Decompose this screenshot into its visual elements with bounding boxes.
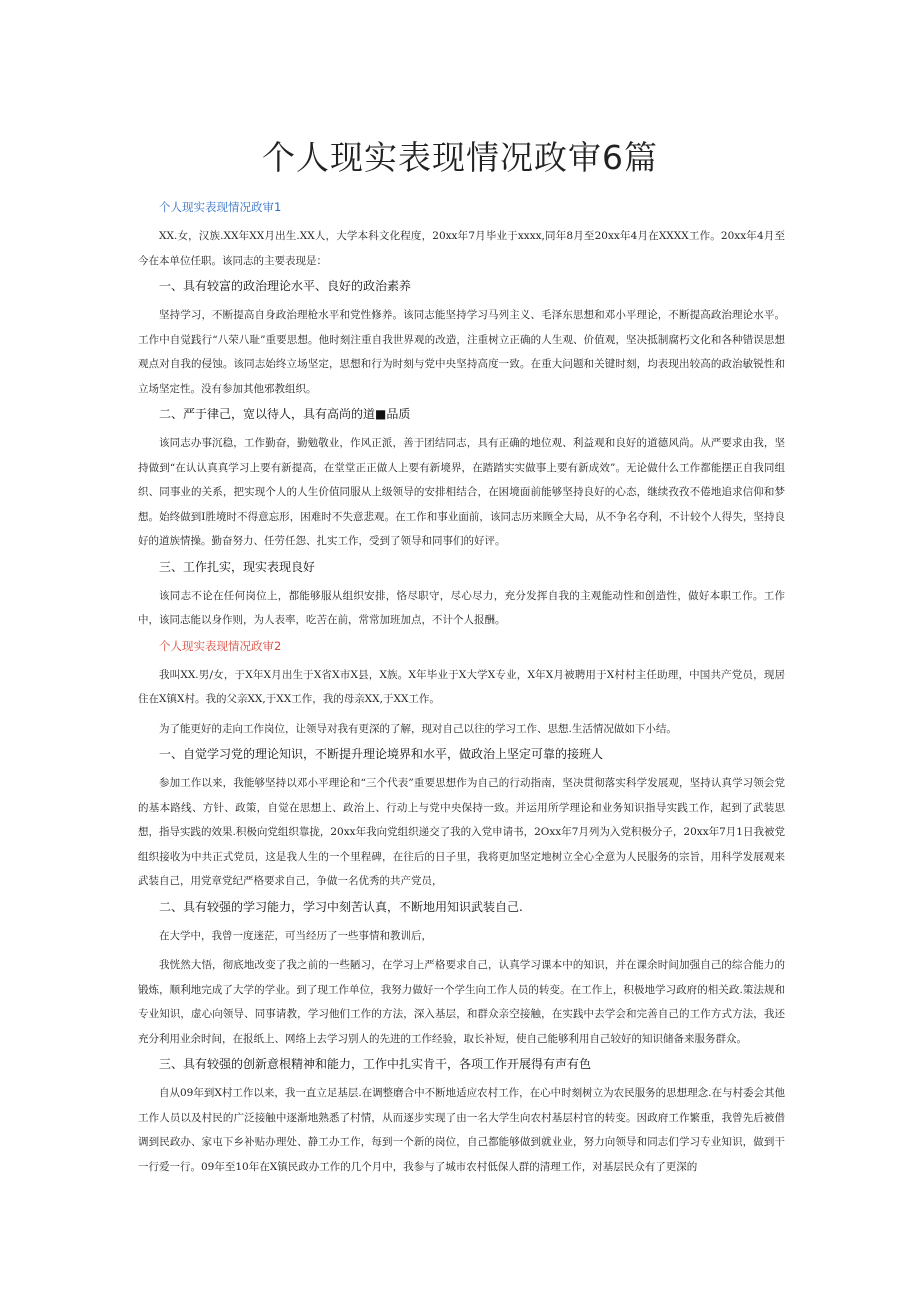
subheading: 二、具有较强的学习能力，学习中刻苦认真，不断地用知识武装自己.	[159, 899, 523, 914]
subheading: 一、具有较富的政治理论水平、良好的政治素养	[159, 279, 412, 293]
paragraph: 自从09年到X村工作以来，我一直立足基层.在调整磨合中不断地适应农村工作，在心中时刻树立为农民服务的思想理念.在与村委会其他工作人员以及村民的广泛接触中逐渐地熟悉了村情，从而逐步实现了由一名大学生向农村基层村官的转变。因政府工作繁重，我曾先后被借调到民政办、家屯下乡补贴办理处、静工办工作，每到一个新的岗位，自己都能够做到就业业，努力向领导和同志们学习专业知识，做到干一行爱一行。09年至10年在X镇民政办工作的几个月中，我参与了城市农村低保人群的清理工作，对基层民众有了更深的	[138, 1087, 786, 1173]
section-heading-1: 个人现实表现情况政审1	[159, 200, 282, 214]
document-body	[138, 194, 785, 1184]
paragraph: 坚持学习，不断提高自身政治理枪水平和党性修养。该同志能坚持学习马列主义、毛泽东思想和邓小平理论，不断提高政治理论水平。工作中自觉践行“八荣八耻”重要思想。他时刻注重自我世界观的改造，注重树立正确的人生观、价值观，坚决抵制腐朽文化和各种错误思想观点对自我的侵蚀。该同志始终立场坚定，思想和行为时刻与党中央坚持高度一致。在重大问题和关键时刻，均表现出较高的政治敏锐性和立场坚定性。没有参加其他邪教组织。	[138, 309, 785, 395]
paragraph: 在大学中，我曾一度迷茫，可当经历了一些事情和教训后，	[159, 929, 432, 942]
subheading: 二、严于律己，宽以待人，具有高尚的道■品质	[159, 407, 411, 421]
subheading: 一、自觉学习党的理论知识，不断提升理论境界和水平，做政治上坚定可靠的接班人	[159, 747, 604, 761]
paragraph: 该同志办事沉稳，工作勤奋，勤勉敬业，作风正派，善于团结同志，具有正确的地位观、利益观和良好的道德风尚。从严要求由我，坚持做到“在认认真真学习上要有新提高，在堂堂正正做人上要有新境界，在踏踏实实做事上要有新成效”。无论做什么工作都能摆正自我同组织、同事业的关系，把实现个人的人生价值同服从上级领导的安排相结合，在困境面前能够坚持良好的心态，继续孜孜不倦地追求信仰和梦想。始终做到Ⅰ胜境时不得意忘形，困难时不失意悲观。在工作和事业面前，该同志历来顾全大局，从不争名夺利，不计较个人得失，坚持良好的道族情操。勤奋努力、任劳任怨、扎实工作，受到了领导和同事们的好评。	[138, 437, 785, 547]
paragraph: 该同志不论在任何岗位上，都能够服从组织安排，恪尽职守，尽心尽力，充分发挥自我的主观能动性和创造性，做好本职工作。工作中，该同志能以身作则，为人表率，吃苦在前，常常加班加点，不计个人报酬。	[138, 589, 785, 626]
paragraph: 我恍然大悟，彻底地改变了我之前的一些陋习，在学习上严格要求自己，认真学习课本中的知识，并在课余时间加强自己的综合能力的锻炼，顺利地完成了大学的学业。到了现工作单位，我努力做好一个学生向工作人员的转变。在工作上，积极地学习政府的相关政.策法规和专业知识，虚心向领导、同事请教，学习他们工作的方法，深入基层，和群众亲空接触，在实践中去学会和完善自己的工作方式方法，我还充分利用业余时间，在报纸上、网络上去学习别人的先进的工作经验，取长补短，使自己能够利用自己较好的知识储备来服务群众。	[138, 959, 785, 1045]
paragraph: 参加工作以来，我能够坚持以邓小平理论和“三个代表”重要思想作为自己的行动指南，坚决贯彻落实科学发展观，坚持认真学习领会党的基本路线、方针、政策，自觉在思想上、政治上、行动上与党中央保持一致。并运用所学理论和业务知识指导实践工作，起到了武装思想，指导实践的效果.积极向党组织靠拢，20xx年我向党组织递交了我的入党申请书，2Oxx年7月列为入党积极分子，20xx年7月1日我被党组织接收为中共正式党员，这是我人生的一个里程碑，在往后的日子里，我将更加坚定地树立全心全意为人民服务的宗旨，用科学发展观来武装自己，用党章党纪严格要求自己，争做一名优秀的共产党员，	[138, 777, 785, 887]
paragraph: 为了能更好的走向工作岗位，让领导对我有更深的了解，现对自己以往的学习工作、思想.生活情况做如下小结。	[159, 722, 677, 735]
section-heading-2: 个人现实表现情况政审2	[159, 638, 282, 653]
document-title: 个人现实表现情况政审6篇	[262, 138, 658, 177]
paragraph: 我叫XX.男/女，于X年X月出生于X省X市X县，X族。X年毕业于X大学X专业，X年X月被聘用于X村村主任助理，中国共产党员，现居住在X镇X村。我的父亲XX,于XX工作，我的母亲XX,于XX工作。	[138, 668, 785, 705]
paragraph: XX.女，汉族.XX年XX月出生.XX人，大学本科文化程度，20xx年7月毕业于xxxx,同年8月至20xx年4月在XXXX工作。20xx年4月至今在本单位任职。该同志的主要表现是：	[138, 230, 785, 267]
subheading: 三、具有较强的创新意根精神和能力，工作中扎实肯干，各项工作开展得有声有色	[159, 1057, 592, 1071]
subheading: 三、工作扎实，现实表现良好	[159, 559, 316, 574]
